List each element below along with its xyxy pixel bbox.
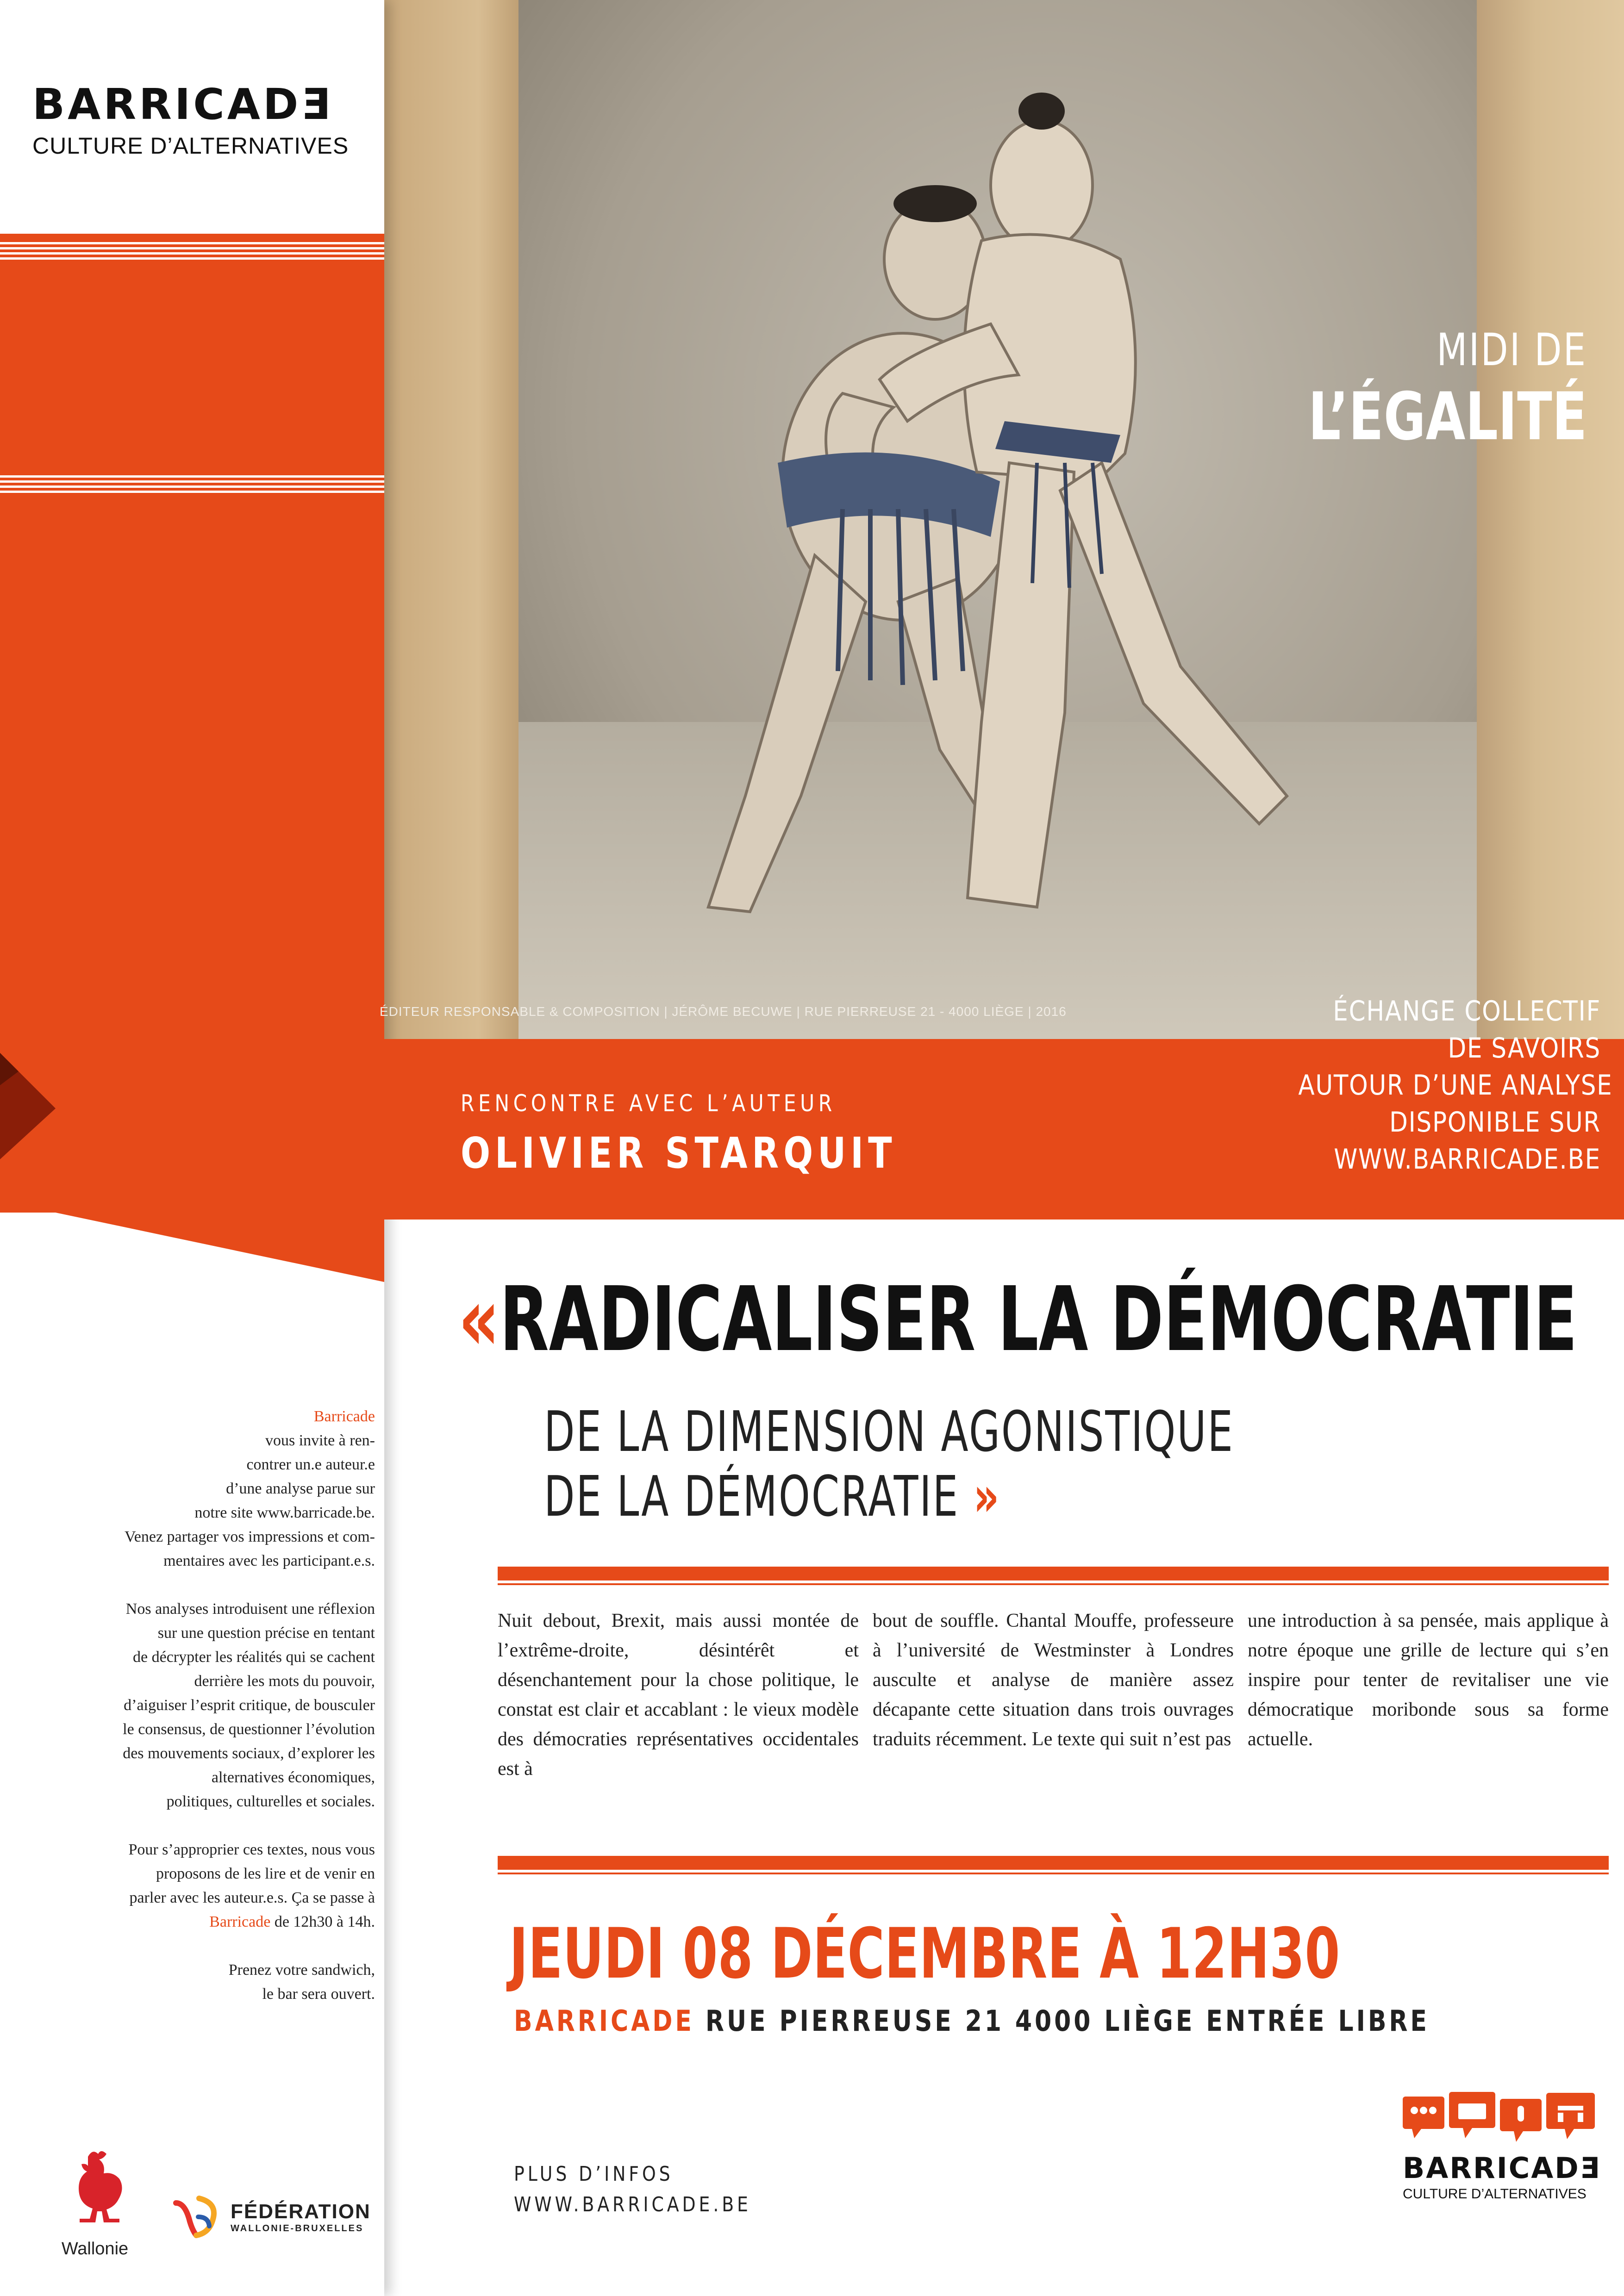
more-info-url[interactable]: WWW.BARRICADE.BE bbox=[514, 2193, 751, 2216]
invite-org: Barricade bbox=[313, 1408, 375, 1425]
main-title bbox=[458, 1268, 1577, 1371]
invite-line: sur une question précise en tentant bbox=[157, 1624, 375, 1642]
invite-line: le consensus, de questionner l’évolution bbox=[123, 1721, 375, 1738]
invite-line: proposons de les lire et de venir en bbox=[156, 1865, 375, 1882]
author-name: OLIVIER STARQUIT bbox=[461, 1128, 897, 1178]
event-date: JEUDI 08 DÉCEMBRE À 12H30 bbox=[509, 1914, 1340, 1994]
intro-line: WWW.BARRICADE.BE bbox=[1334, 1143, 1601, 1176]
invite-line: Venez partager vos impressions et com- bbox=[125, 1528, 375, 1545]
intro-line: AUTOUR D’UNE ANALYSE bbox=[1298, 1069, 1613, 1101]
series-title-line2: L’ÉGALITÉ bbox=[1308, 379, 1587, 455]
main-title-text: RADICALISER LA DÉMOCRATIE bbox=[500, 1268, 1578, 1371]
brand-wordmark: BARRICADƎ bbox=[32, 80, 333, 129]
invite-line: des mouvements sociaux, d’explorer les bbox=[123, 1745, 375, 1762]
invite-line: politiques, culturelles et sociales. bbox=[166, 1793, 375, 1810]
subtitle-line1: DE LA DIMENSION AGONISTIQUE bbox=[544, 1400, 1234, 1464]
intro-line: DISPONIBLE SUR bbox=[1389, 1106, 1601, 1139]
orange-column bbox=[0, 234, 384, 1213]
event-address bbox=[514, 2004, 1430, 2038]
barricade-logo-bottom bbox=[1403, 2087, 1601, 2202]
invite-org-inline: Barricade bbox=[209, 1913, 271, 1930]
subtitle bbox=[544, 1400, 1234, 1530]
more-info-label: PLUS D’INFOS bbox=[514, 2162, 674, 2186]
barricade-logo-top bbox=[32, 80, 356, 159]
invite-line: Prenez votre sandwich, bbox=[228, 1961, 375, 1979]
stripe-top bbox=[0, 242, 384, 261]
invite-line: mentaires avec les participant.e.s. bbox=[163, 1552, 375, 1569]
fwb-logo bbox=[171, 2194, 371, 2240]
series-title-line1: MIDI DE bbox=[1436, 324, 1587, 376]
invite-paragraph-2 bbox=[37, 1597, 375, 1814]
body-column-2: bout de souffle. Chantal Mouffe, professeure à l’université de Westminster à Londres ausculte et analyse de manière assez décapante cette situation dans trois ouvrages traduits récemment. Le texte qui suit n’est pas bbox=[873, 1610, 1234, 1750]
body-column-1: Nuit debout, Brexit, mais aussi montée de l’extrême-droite, désintérêt et désenchantement pour la chose politique, le constat est clair et accablant : le vieux modèle des démocraties représentatives occidentales est à bbox=[498, 1610, 859, 1780]
invite-line: de décrypter les réalités qui se cachent bbox=[133, 1649, 375, 1666]
photo-mat-left bbox=[384, 0, 518, 1039]
invite-line: derrière les mots du pouvoir, bbox=[194, 1673, 375, 1690]
invite-line: contrer un.e auteur.e bbox=[246, 1456, 375, 1473]
invite-line: Nos analyses introduisent une réflexion bbox=[125, 1600, 375, 1618]
invite-line: notre site www.barricade.be. bbox=[194, 1504, 375, 1521]
invite-line: le bar sera ouvert. bbox=[262, 1985, 375, 2003]
intro-line: DE SAVOIRS bbox=[1448, 1032, 1601, 1064]
close-quote: » bbox=[973, 1465, 1001, 1529]
meeting-subtitle: RENCONTRE AVEC L’AUTEUR bbox=[461, 1090, 836, 1117]
open-quote: « bbox=[458, 1268, 500, 1371]
rooster-icon bbox=[60, 2147, 130, 2235]
invite-line: de 12h30 à 14h. bbox=[270, 1913, 375, 1930]
fwb-line2: WALLONIE-BRUXELLES bbox=[231, 2223, 364, 2234]
body-column-3: une introduction à sa pensée, mais applique à notre époque une grille de lecture qui s’en inspire pour tenter de revitaliser une vie démocratique moribonde sous sa forme actuelle. bbox=[1248, 1610, 1609, 1750]
brand-tagline-bottom: CULTURE D’ALTERNATIVES bbox=[1403, 2186, 1587, 2202]
fwb-line1: FÉDÉRATION bbox=[231, 2200, 371, 2223]
invite-paragraph-4 bbox=[37, 1958, 375, 2006]
ribbon-tail bbox=[0, 1213, 384, 1351]
ribbon-fold-shadow bbox=[0, 1053, 56, 1229]
barricade-speech-bubbles-icon bbox=[1403, 2087, 1597, 2147]
editor-credit: ÉDITEUR RESPONSABLE & COMPOSITION | JÉRÔME BECUWE | RUE PIERREUSE 21 - 4000 LIÈGE | 2016 bbox=[380, 1004, 1067, 1019]
event-venue: BARRICADE bbox=[514, 2004, 694, 2038]
invite-paragraph-1 bbox=[37, 1405, 375, 1573]
wallonie-label: Wallonie bbox=[61, 2239, 129, 2259]
rule-bottom bbox=[498, 1856, 1609, 1870]
brand-wordmark-bottom: BARRICADƎ bbox=[1403, 2151, 1601, 2185]
subtitle-line2: DE LA DÉMOCRATIE bbox=[544, 1465, 960, 1529]
photo-mat-right bbox=[1477, 0, 1624, 1039]
fwb-icon bbox=[171, 2194, 222, 2240]
invite-line: d’une analyse parue sur bbox=[226, 1480, 375, 1497]
invite-line: vous invite à ren- bbox=[265, 1432, 375, 1449]
wallonie-logo bbox=[60, 2147, 130, 2259]
brand-tagline: CULTURE D’ALTERNATIVES bbox=[32, 133, 349, 159]
event-address-text: RUE PIERREUSE 21 4000 LIÈGE ENTRÉE LIBRE bbox=[694, 2004, 1430, 2038]
intro-text bbox=[1249, 993, 1613, 1178]
more-info bbox=[514, 2159, 751, 2220]
invite-line: d’aiguiser l’esprit critique, de bousculer bbox=[124, 1697, 375, 1714]
intro-line: ÉCHANGE COLLECTIF bbox=[1333, 995, 1601, 1027]
invite-text bbox=[37, 1405, 375, 2030]
invite-line: alternatives économiques, bbox=[211, 1769, 375, 1786]
invite-line: parler avec les auteur.e.s. Ça se passe à bbox=[129, 1889, 375, 1906]
stripe-mid bbox=[0, 475, 384, 494]
sumo-wrestlers-illustration bbox=[518, 0, 1477, 1039]
series-title bbox=[1230, 324, 1587, 455]
invite-line: Pour s’approprier ces textes, nous vous bbox=[128, 1841, 375, 1858]
invite-paragraph-3 bbox=[37, 1838, 375, 1934]
rule-top bbox=[498, 1567, 1609, 1580]
